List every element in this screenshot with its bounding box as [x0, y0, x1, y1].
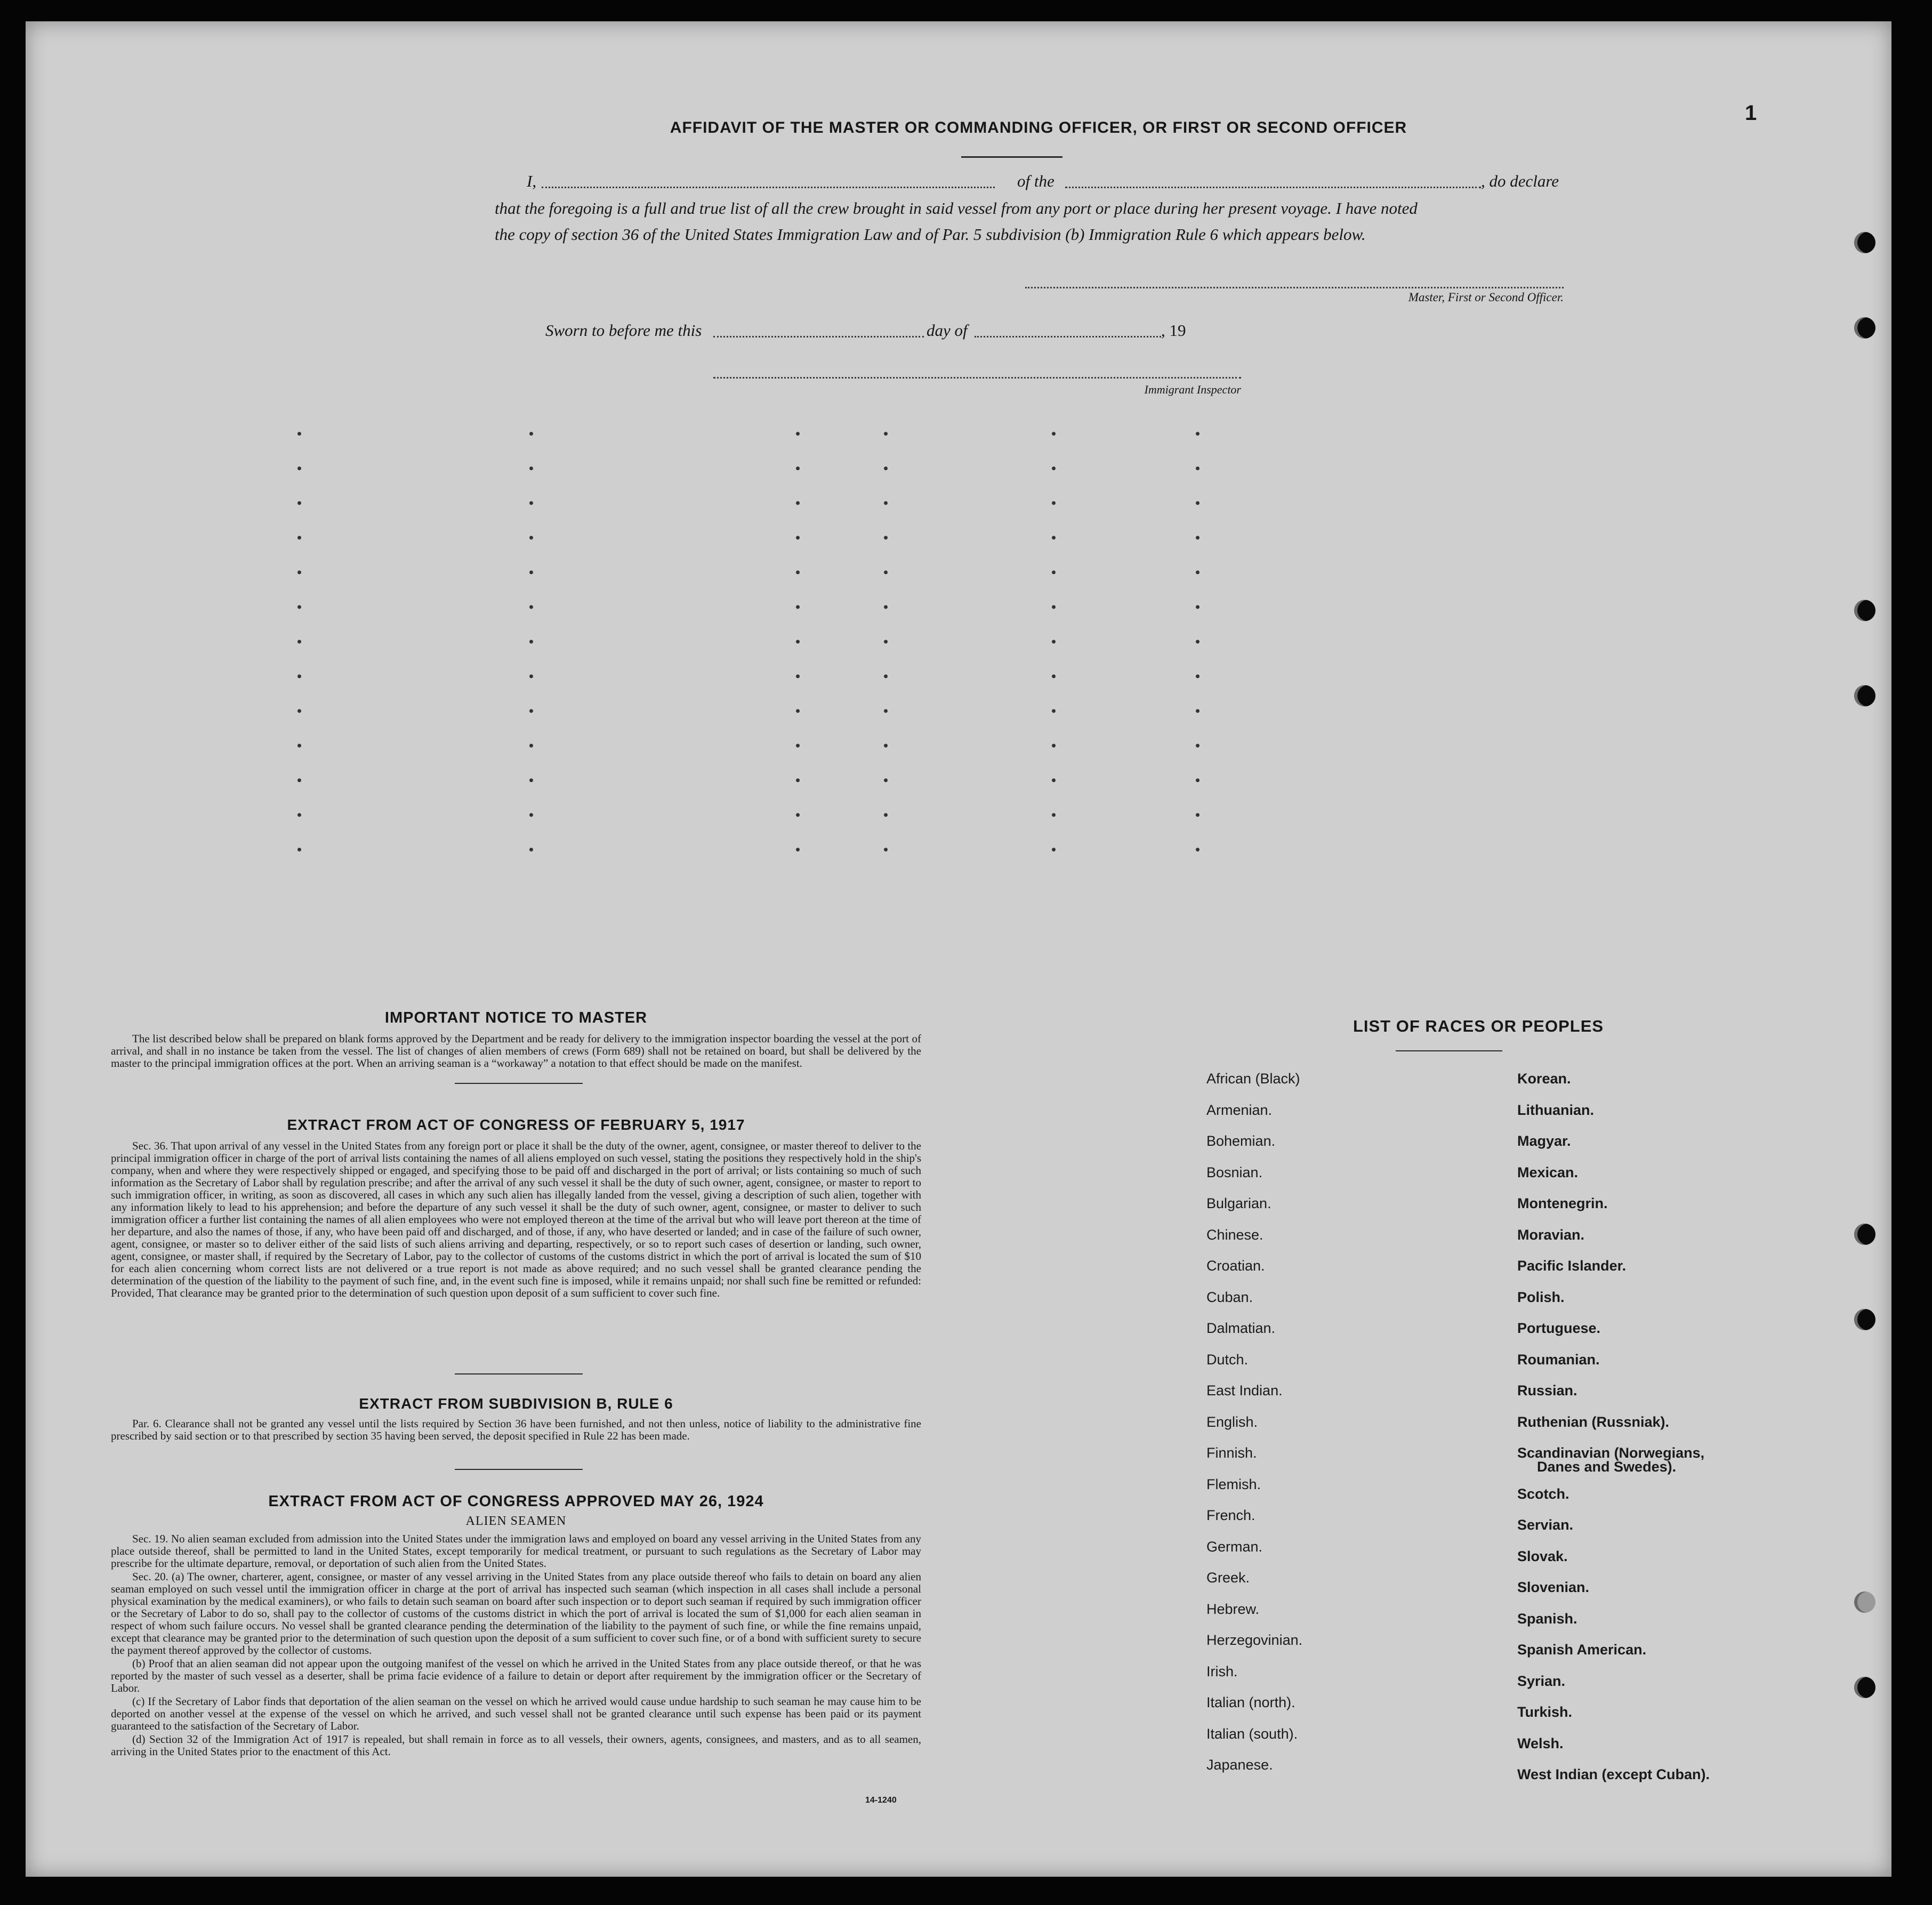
grid-dot: [1196, 848, 1200, 851]
race-item-right: Korean.: [1517, 1071, 1571, 1087]
race-item-left: Flemish.: [1206, 1476, 1261, 1492]
grid-dot: [796, 605, 800, 609]
extract-1917-rule: [455, 1373, 583, 1375]
grid-dot: [1052, 570, 1056, 574]
binder-hole: [1854, 1224, 1875, 1245]
race-item-right: Syrian.: [1517, 1673, 1566, 1689]
affidavit-line3: the copy of section 36 of the United States Immigration Law and of Par. 5 subdivision (b) Immigration Rule 6 which appears below.: [495, 225, 1366, 244]
race-item-right: Slovenian.: [1517, 1579, 1590, 1595]
grid-dot: [1196, 674, 1200, 678]
race-item-left: Herzegovinian.: [1206, 1632, 1303, 1648]
form-number: 14-1240: [865, 1796, 897, 1805]
section-20b-paragraph: (b) Proof that an alien seaman did not appear upon the outgoing manifest of the vessel on which he arrived in the United States from any place outside thereof, or that he was reported by the master of such vessel as a deserter, shall be prima facie evidence of a failure to detain or deport after requirement by the immigration officer or the Secretary of Labor.: [111, 1657, 921, 1694]
grid-dot: [1196, 778, 1200, 782]
race-item-left: Bulgarian.: [1206, 1195, 1271, 1211]
race-item-left: Bohemian.: [1206, 1133, 1276, 1149]
grid-dot: [884, 536, 888, 540]
race-item-right: Spanish American.: [1517, 1642, 1647, 1658]
grid-dot: [297, 744, 301, 747]
grid-dot: [1052, 536, 1056, 540]
grid-dot: [1052, 467, 1056, 470]
grid-dot: [297, 501, 301, 505]
grid-dot: [529, 813, 533, 817]
grid-dot: [529, 744, 533, 747]
grid-dot: [297, 778, 301, 782]
grid-dot: [297, 467, 301, 470]
race-item-left: Hebrew.: [1206, 1601, 1260, 1617]
binder-hole: [1854, 600, 1875, 621]
race-item-left: Irish.: [1206, 1663, 1238, 1679]
grid-dot: [529, 848, 533, 851]
grid-dot: [1052, 674, 1056, 678]
page-number: 1: [1745, 101, 1757, 125]
grid-dot: [1196, 744, 1200, 747]
section-20a-paragraph: Sec. 20. (a) The owner, charterer, agent, consignee, or master of any vessel arriving in the United States from any place outside thereof who fails to detain on board any alien seaman employed on such vessel until the immigration officer in charge at the port of arrival has inspected such seaman (which inspection in all cases shall include a personal physical examination by the medical examiners), or who fails to detain such seaman on board after such inspection or to deport such seaman if required by such immigration officer or the Secretary of Labor to do so, shall pay to the collector of customs of the customs district in which the port of arrival is located the sum of $1,000 for each alien seaman in respect of whom such failure occurs. No vessel shall be granted clearance pending the determination of the liability to the payment of such fine, or while the fine remains unpaid, except that clearance may be granted prior to the determination of such question upon the deposit of a sum sufficient to cover such fine, or of a bond with sufficient surety to secure the payment thereof approved by the collector of customs.: [111, 1570, 921, 1657]
race-item-right: Danes and Swedes).: [1537, 1459, 1677, 1475]
grid-dot: [1052, 848, 1056, 851]
section-36-paragraph: Sec. 36. That upon arrival of any vessel in the United States from any foreign port or place it shall be the duty of the owner, agent, consignee, or master thereof to deliver to the principal immigration officer in charge of the port of arrival lists containing the names of all aliens employed on such vessel, stating the positions they respectively hold in the ship's company, when and where they were respectively shipped or engaged, and specifying those to be paid off and discharged in the port of arrival; or lists containing so much of such information as the Secretary of Labor shall by regulation prescribe; and after the arrival of any such vessel it shall be the duty of such owner, agent, consignee, or master to report to such immigration officer, in writing, as soon as discovered, all cases in which any such alien has illegally landed from the vessel, giving a description of such alien, together with any information likely to lead to his apprehension; and before the departure of any such vessel it shall be the duty of such owner, agent, consignee, or master to deliver to such immigration officer a further list containing the names of all alien employees who were not employed thereon at the time of the arrival but who will leave port thereon at the time of her departure, and also the names of those, if any, who have been paid off and discharged, and of those, if any, who have deserted or landed; and in case of the failure of such owner, agent, consignee, or master so to deliver either of the said lists of such aliens arriving and departing, respectively, or so to report such cases of desertion or landing, such owner, agent, consignee, or master shall, if required by the Secretary of Labor, pay to the collector of customs of the customs district in which the port of arrival is located the sum of $10 for each alien concerning whom correct lists are not delivered or a true report is not made as above required; and no such vessel shall be granted clearance pending the determination of the question of the liability to the payment of such fine, and, in the event such fine is imposed, while it remains unpaid; nor shall such fine be remitted or refunded: Provided, That clearance may be granted prior to the determination of such question upon deposit of a sum sufficient to cover such fine.: [111, 1139, 921, 1299]
race-item-right: Ruthenian (Russniak).: [1517, 1413, 1670, 1430]
race-item-right: Russian.: [1517, 1382, 1577, 1398]
grid-dot: [529, 467, 533, 470]
grid-dot: [1052, 709, 1056, 713]
extract-rule6-text: [111, 1418, 921, 1443]
affidavit-title: AFFIDAVIT OF THE MASTER OR COMMANDING OFFICER, OR FIRST OR SECOND OFFICER: [670, 119, 1407, 136]
grid-dot: [796, 709, 800, 713]
grid-dot: [884, 813, 888, 817]
grid-dot: [529, 605, 533, 609]
section-20c-paragraph: (c) If the Secretary of Labor finds that deportation of the alien seaman on the vessel on which he arrived would cause undue hardship to such seaman he may cause him to be deported on another vessel at the expense of the vessel on which he arrived, and such vessel shall not be granted clearance until such expense has been paid or its payment guaranteed to the satisfaction of the Secretary of Labor.: [111, 1695, 921, 1732]
extract-rule6-rule: [455, 1469, 583, 1470]
race-item-left: Armenian.: [1206, 1102, 1273, 1118]
grid-dot: [529, 778, 533, 782]
grid-dot: [297, 432, 301, 436]
grid-dot: [796, 778, 800, 782]
notice-rule: [455, 1083, 583, 1084]
binder-hole: [1854, 1309, 1875, 1330]
vessel-name-field[interactable]: [1065, 187, 1481, 188]
race-item-right: Mexican.: [1517, 1164, 1579, 1180]
grid-dot: [1052, 640, 1056, 644]
grid-dot: [1052, 432, 1056, 436]
race-item-right: Portuguese.: [1517, 1320, 1601, 1336]
grid-dot: [297, 640, 301, 644]
race-item-left: French.: [1206, 1507, 1255, 1523]
grid-dot: [1196, 467, 1200, 470]
grid-dot: [529, 432, 533, 436]
race-item-left: Greek.: [1206, 1570, 1250, 1586]
grid-dot: [297, 848, 301, 851]
grid-dot: [796, 674, 800, 678]
form-sheet: [26, 21, 1891, 1877]
sworn-day-field[interactable]: [713, 336, 924, 337]
signature-caption: Master, First or Second Officer.: [1408, 291, 1564, 304]
binder-hole: [1854, 1591, 1875, 1613]
grid-dot: [1196, 432, 1200, 436]
section-19-paragraph: Sec. 19. No alien seaman excluded from admission into the United States under the immigration laws and employed on board any vessel arriving in the United States from any place outside thereof, shall be permitted to land in the United States, except temporarily for medical treatment, or pursuant to such regulations as the Secretary of Labor may prescribe for the ultimate departure, removal, or deportation of such alien from the United States.: [111, 1532, 921, 1570]
grid-dot: [796, 570, 800, 574]
race-item-left: Bosnian.: [1206, 1164, 1263, 1180]
extract-1924-text: [111, 1533, 921, 1759]
affidavit-line2: that the foregoing is a full and true list of all the crew brought in said vessel from any port or place during her present voyage. I have noted: [495, 199, 1418, 218]
race-item-right: West Indian (except Cuban).: [1517, 1766, 1710, 1782]
grid-dot: [796, 813, 800, 817]
extract-1917-title: EXTRACT FROM ACT OF CONGRESS OF FEBRUARY 5, 1917: [287, 1116, 745, 1133]
race-item-right: Magyar.: [1517, 1133, 1571, 1149]
inspector-caption: Immigrant Inspector: [1144, 383, 1241, 396]
race-item-right: Spanish.: [1517, 1610, 1577, 1627]
race-item-right: Roumanian.: [1517, 1351, 1600, 1368]
grid-dot: [529, 570, 533, 574]
grid-dot: [297, 570, 301, 574]
binder-hole: [1854, 232, 1875, 253]
sworn-prefix: Sworn to before me this: [545, 321, 702, 340]
race-item-right: Servian.: [1517, 1517, 1574, 1533]
affidavit-of-the: of the: [1017, 172, 1054, 190]
grid-dot: [529, 536, 533, 540]
sworn-month-field[interactable]: [975, 336, 1161, 337]
section-20d-paragraph: (d) Section 32 of the Immigration Act of 1917 is repealed, but shall remain in force as to all vessels, their owners, agents, consignees, and masters, and as to all seamen, arriving in the United States prior to the enactment of this Act.: [111, 1733, 921, 1758]
affidavit-i: I,: [527, 172, 537, 190]
race-item-left: German.: [1206, 1538, 1263, 1555]
grid-dot: [297, 709, 301, 713]
grid-dot: [796, 640, 800, 644]
grid-dot: [1196, 709, 1200, 713]
grid-dot: [1052, 605, 1056, 609]
races-rule: [1396, 1050, 1502, 1051]
grid-dot: [297, 605, 301, 609]
grid-dot: [884, 570, 888, 574]
grid-dot: [1052, 813, 1056, 817]
grid-dot: [529, 709, 533, 713]
inspector-signature-field[interactable]: [713, 377, 1241, 379]
grid-dot: [1052, 744, 1056, 747]
master-name-field[interactable]: [542, 187, 995, 188]
race-item-left: Cuban.: [1206, 1289, 1253, 1305]
grid-dot: [297, 813, 301, 817]
race-item-left: Italian (south).: [1206, 1725, 1298, 1742]
race-item-right: Scandinavian (Norwegians,: [1517, 1445, 1705, 1461]
race-item-right: Turkish.: [1517, 1704, 1573, 1720]
race-item-left: Japanese.: [1206, 1757, 1273, 1773]
grid-dot: [297, 674, 301, 678]
grid-dot: [884, 674, 888, 678]
grid-dot: [884, 848, 888, 851]
race-item-right: Moravian.: [1517, 1226, 1585, 1243]
grid-dot: [1052, 778, 1056, 782]
officer-signature-field[interactable]: [1025, 287, 1564, 288]
affidavit-do-declare: , do declare: [1481, 172, 1559, 190]
sworn-year: , 19: [1161, 321, 1186, 340]
notice-paragraph: The list described below shall be prepared on blank forms approved by the Department and be ready for delivery to the immigration inspector boarding the vessel at the port of arrival, and shall in no instance be taken from the vessel. The list of changes of alien members of crews (Form 689) shall not be retained on board, but shall be delivered by the master to the principal immigration offices at the port. When an arriving seaman is a “workaway” a notation to that effect should be made on the manifest.: [111, 1032, 921, 1070]
grid-dot: [884, 432, 888, 436]
grid-dot: [297, 536, 301, 540]
grid-dot: [796, 467, 800, 470]
races-title: LIST OF RACES OR PEOPLES: [1353, 1017, 1604, 1035]
extract-1924-subtitle: ALIEN SEAMEN: [465, 1514, 567, 1528]
grid-dot: [796, 848, 800, 851]
race-item-left: English.: [1206, 1413, 1258, 1430]
binder-hole: [1854, 317, 1875, 339]
grid-dot: [1196, 570, 1200, 574]
race-item-left: East Indian.: [1206, 1382, 1283, 1398]
grid-dot: [1196, 605, 1200, 609]
grid-dot: [884, 501, 888, 505]
race-item-left: Chinese.: [1206, 1226, 1263, 1243]
race-item-right: Welsh.: [1517, 1735, 1564, 1751]
notice-title: IMPORTANT NOTICE TO MASTER: [384, 1009, 648, 1026]
race-item-left: Dalmatian.: [1206, 1320, 1276, 1336]
race-item-left: Dutch.: [1206, 1351, 1249, 1368]
extract-1924-title: EXTRACT FROM ACT OF CONGRESS APPROVED MAY 26, 1924: [268, 1493, 764, 1510]
race-item-left: Italian (north).: [1206, 1694, 1295, 1710]
race-item-right: Polish.: [1517, 1289, 1565, 1305]
grid-dot: [884, 778, 888, 782]
binder-hole: [1854, 1677, 1875, 1698]
race-item-left: African (Black): [1206, 1071, 1300, 1087]
race-item-right: Pacific Islander.: [1517, 1258, 1627, 1274]
notice-text: [111, 1033, 921, 1071]
grid-dot: [796, 501, 800, 505]
grid-dot: [796, 744, 800, 747]
race-item-left: Finnish.: [1206, 1445, 1257, 1461]
grid-dot: [529, 674, 533, 678]
grid-dot: [1196, 501, 1200, 505]
grid-dot: [529, 501, 533, 505]
race-item-right: Scotch.: [1517, 1485, 1569, 1502]
grid-dot: [884, 709, 888, 713]
grid-dot: [884, 640, 888, 644]
grid-dot: [884, 744, 888, 747]
grid-dot: [529, 640, 533, 644]
grid-dot: [1196, 536, 1200, 540]
grid-dot: [1052, 501, 1056, 505]
race-item-right: Lithuanian.: [1517, 1102, 1594, 1118]
grid-dot: [796, 536, 800, 540]
grid-dot: [884, 467, 888, 470]
title-rule: [961, 156, 1062, 158]
race-item-right: Slovak.: [1517, 1548, 1568, 1564]
grid-dot: [1196, 813, 1200, 817]
grid-dot: [796, 432, 800, 436]
sworn-day-of: day of: [927, 321, 968, 340]
extract-rule6-title: EXTRACT FROM SUBDIVISION B, RULE 6: [359, 1395, 673, 1412]
grid-dot: [1196, 640, 1200, 644]
extract-1917-text: [111, 1140, 921, 1300]
binder-hole: [1854, 685, 1875, 706]
rule6-paragraph: Par. 6. Clearance shall not be granted any vessel until the lists required by Section 36 have been furnished, and not then unless, notice of liability to the administrative fine prescribed by said section or to that prescribed by section 35 having been served, the deposit specified in Rule 22 has been made.: [111, 1417, 921, 1442]
race-item-right: Montenegrin.: [1517, 1195, 1608, 1211]
race-item-left: Croatian.: [1206, 1258, 1265, 1274]
grid-dot: [884, 605, 888, 609]
